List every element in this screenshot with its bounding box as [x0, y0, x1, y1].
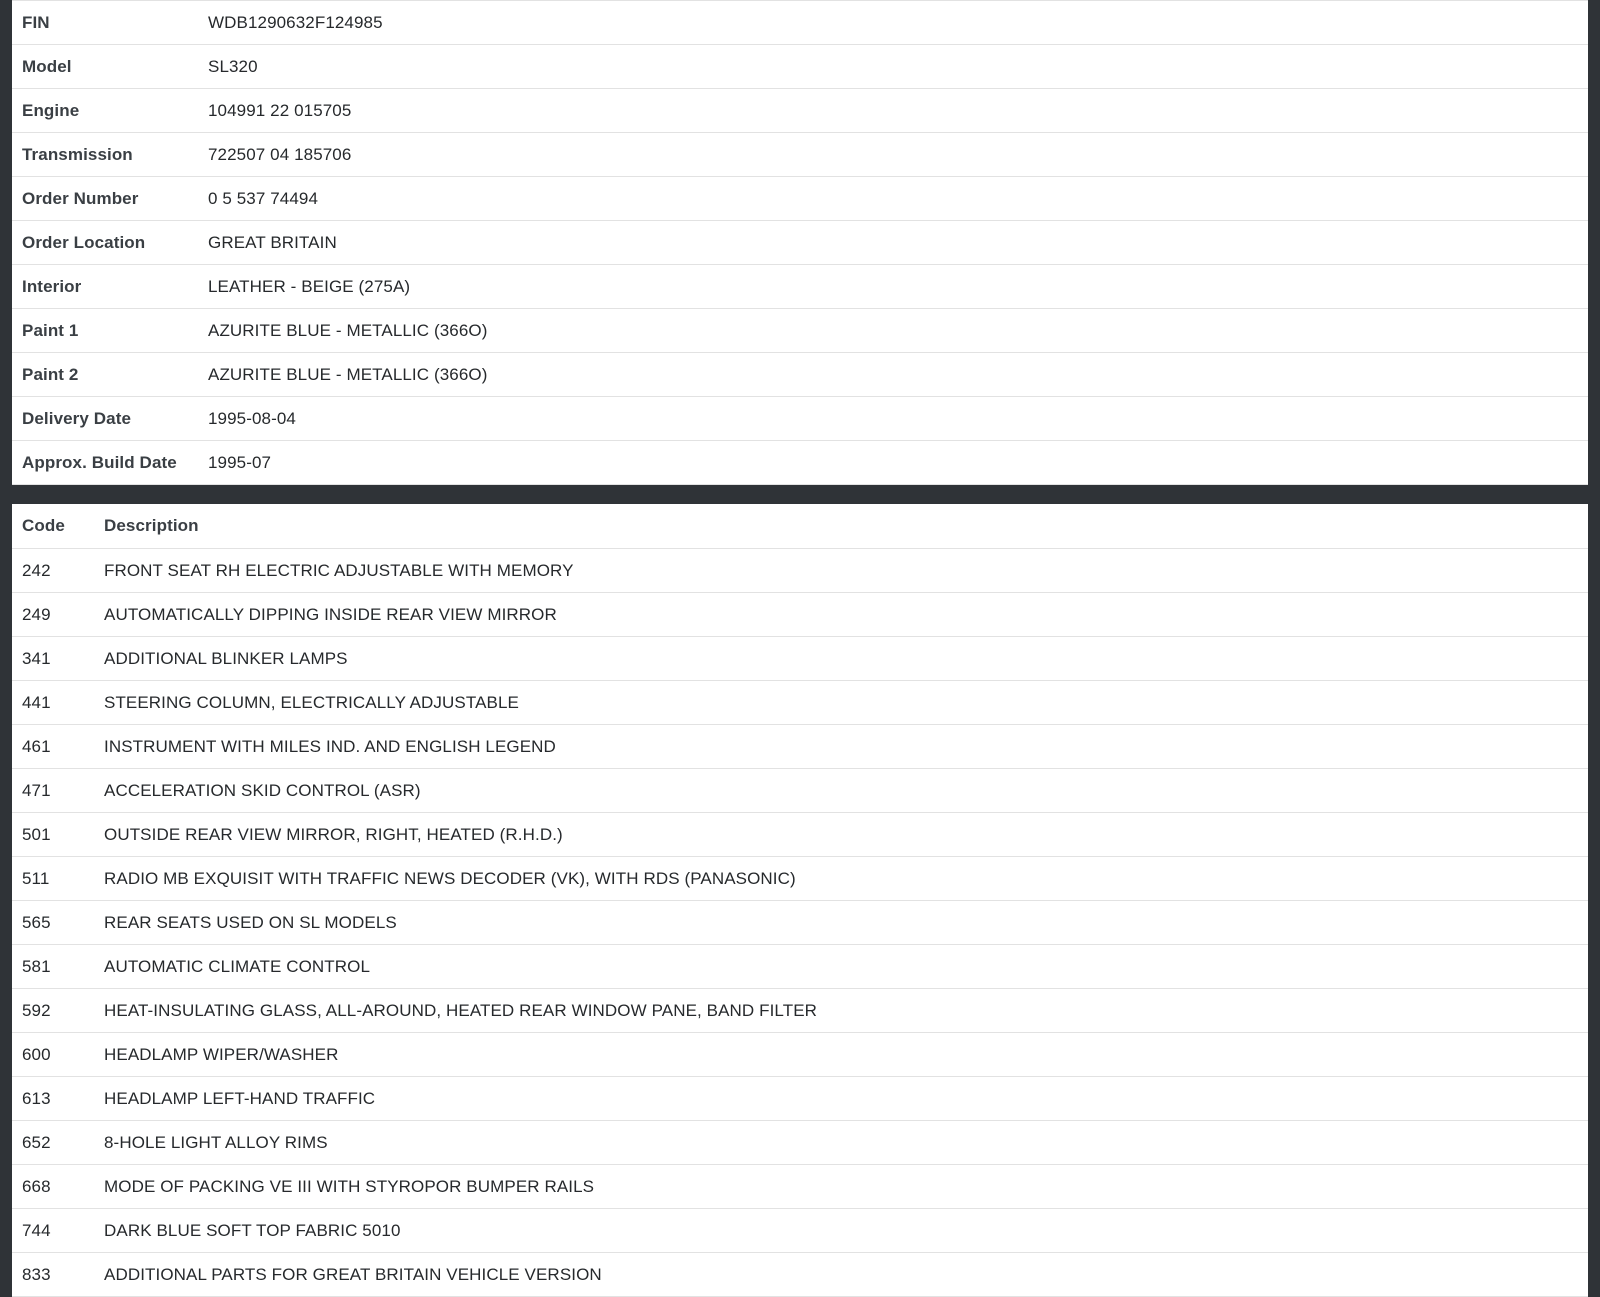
table-row [12, 549, 1588, 593]
option-description: AUTOMATICALLY DIPPING INSIDE REAR VIEW MIRROR [104, 605, 557, 624]
spec-value: 0 5 537 74494 [208, 189, 319, 208]
table-row [12, 1165, 1588, 1209]
spec-label: Order Location [22, 233, 146, 252]
spec-row [12, 441, 1588, 485]
spec-row [12, 397, 1588, 441]
option-codes-table [12, 504, 1588, 1297]
spec-label: Paint 2 [22, 365, 79, 384]
table-row [12, 681, 1588, 725]
option-description: AUTOMATIC CLIMATE CONTROL [104, 957, 371, 976]
table-row [12, 1209, 1588, 1253]
option-description: ADDITIONAL BLINKER LAMPS [104, 649, 348, 668]
spec-label: Transmission [22, 145, 133, 164]
option-code: 833 [22, 1265, 51, 1284]
option-description: MODE OF PACKING VE III WITH STYROPOR BUMPER RAILS [104, 1177, 595, 1196]
option-code: 242 [22, 561, 51, 580]
option-code: 471 [22, 781, 51, 800]
spec-value: 722507 04 185706 [208, 145, 352, 164]
spec-label: Order Number [22, 189, 139, 208]
option-code: 511 [22, 869, 50, 888]
option-code: 581 [22, 957, 51, 976]
spec-row [12, 177, 1588, 221]
spec-value: 104991 22 015705 [208, 101, 352, 120]
spec-label: Approx. Build Date [22, 453, 177, 472]
option-code: 565 [22, 913, 51, 932]
section-divider [0, 485, 1600, 504]
spec-row [12, 89, 1588, 133]
option-description: HEADLAMP LEFT-HAND TRAFFIC [104, 1089, 376, 1108]
table-row [12, 857, 1588, 901]
option-description: STEERING COLUMN, ELECTRICALLY ADJUSTABLE [104, 693, 519, 712]
spec-label: Paint 1 [22, 321, 79, 340]
option-description: FRONT SEAT RH ELECTRIC ADJUSTABLE WITH MEMORY [104, 561, 574, 580]
option-code: 501 [22, 825, 51, 844]
table-row [12, 637, 1588, 681]
table-row [12, 945, 1588, 989]
option-description: INSTRUMENT WITH MILES IND. AND ENGLISH LEGEND [104, 737, 556, 756]
spec-label: Delivery Date [22, 409, 132, 428]
option-description: HEAT-INSULATING GLASS, ALL-AROUND, HEATED REAR WINDOW PANE, BAND FILTER [104, 1001, 818, 1020]
option-description: OUTSIDE REAR VIEW MIRROR, RIGHT, HEATED (R.H.D.) [104, 825, 563, 844]
option-code: 249 [22, 605, 51, 624]
spec-label: Interior [22, 277, 82, 296]
table-row [12, 1077, 1588, 1121]
spec-label: FIN [22, 13, 50, 32]
spec-row [12, 1, 1588, 45]
table-row [12, 989, 1588, 1033]
spec-label: Engine [22, 101, 80, 120]
option-description: ACCELERATION SKID CONTROL (ASR) [104, 781, 421, 800]
table-row [12, 725, 1588, 769]
option-description: ADDITIONAL PARTS FOR GREAT BRITAIN VEHICLE VERSION [104, 1265, 602, 1284]
spec-row [12, 353, 1588, 397]
spec-row [12, 309, 1588, 353]
option-code: 744 [22, 1221, 51, 1240]
option-code: 441 [22, 693, 51, 712]
spec-value: AZURITE BLUE - METALLIC (366O) [208, 321, 488, 340]
option-code: 613 [22, 1089, 51, 1108]
table-row [12, 1121, 1588, 1165]
table-row [12, 813, 1588, 857]
option-description: DARK BLUE SOFT TOP FABRIC 5010 [104, 1221, 401, 1240]
spec-value: 1995-07 [208, 453, 272, 472]
option-code: 600 [22, 1045, 51, 1064]
table-row [12, 1033, 1588, 1077]
column-header-description: Description [104, 516, 199, 535]
spec-label: Model [22, 57, 72, 76]
table-row [12, 901, 1588, 945]
column-header-code: Code [22, 516, 65, 535]
option-code: 592 [22, 1001, 51, 1020]
spec-row [12, 45, 1588, 89]
spec-value: AZURITE BLUE - METALLIC (366O) [208, 365, 488, 384]
vehicle-spec-table [12, 0, 1588, 485]
table-row [12, 593, 1588, 637]
spec-value: LEATHER - BEIGE (275A) [208, 277, 411, 296]
option-code: 652 [22, 1133, 51, 1152]
option-code: 461 [22, 737, 51, 756]
spec-value: SL320 [208, 57, 258, 76]
option-description: 8-HOLE LIGHT ALLOY RIMS [104, 1133, 328, 1152]
table-row [12, 1253, 1588, 1297]
spec-value: WDB1290632F124985 [208, 13, 383, 32]
spec-value: GREAT BRITAIN [208, 233, 337, 252]
option-description: HEADLAMP WIPER/WASHER [104, 1045, 339, 1064]
option-description: RADIO MB EXQUISIT WITH TRAFFIC NEWS DECODER (VK), WITH RDS (PANASONIC) [104, 869, 796, 888]
spec-value: 1995-08-04 [208, 409, 296, 428]
spec-row [12, 221, 1588, 265]
table-row [12, 769, 1588, 813]
option-code: 341 [22, 649, 51, 668]
option-codes-header-row [12, 504, 1588, 549]
option-description: REAR SEATS USED ON SL MODELS [104, 913, 397, 932]
option-code: 668 [22, 1177, 51, 1196]
spec-row [12, 265, 1588, 309]
spec-row [12, 133, 1588, 177]
